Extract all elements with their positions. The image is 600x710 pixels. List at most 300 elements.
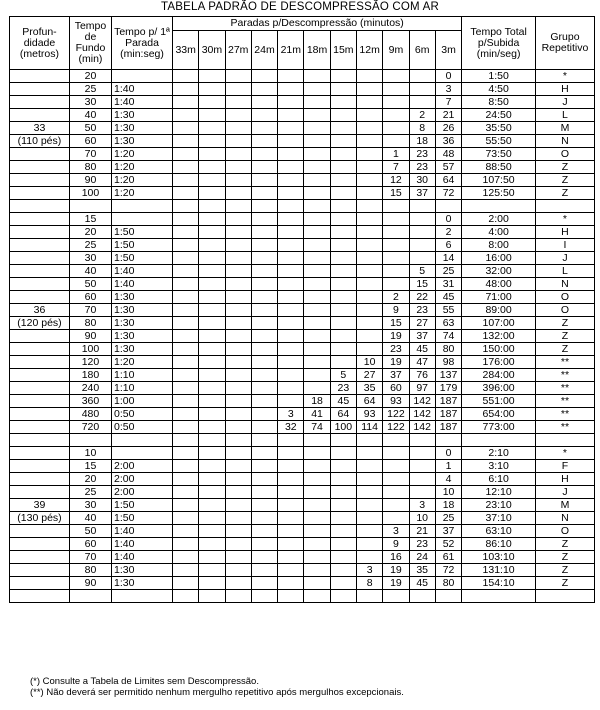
stop-minutes-cell: 93 bbox=[356, 408, 382, 421]
bottom-time-cell: 25 bbox=[69, 83, 111, 96]
repetitive-group-cell: ** bbox=[535, 382, 594, 395]
stop-minutes-cell: 26 bbox=[435, 122, 461, 135]
stop-minutes-cell bbox=[225, 369, 251, 382]
total-ascent-time-cell: 16:00 bbox=[462, 252, 536, 265]
spacer-cell bbox=[304, 200, 330, 213]
spacer-cell bbox=[278, 434, 304, 447]
stop-minutes-cell bbox=[251, 486, 277, 499]
stop-minutes-cell: 41 bbox=[304, 408, 330, 421]
stop-minutes-cell bbox=[173, 421, 199, 434]
stop-minutes-cell bbox=[225, 278, 251, 291]
spacer-cell bbox=[383, 200, 409, 213]
table-row bbox=[10, 239, 595, 252]
repetitive-group-cell: N bbox=[535, 135, 594, 148]
repetitive-group-cell: O bbox=[535, 148, 594, 161]
first-stop-time-cell: 0:50 bbox=[112, 421, 173, 434]
stop-minutes-cell bbox=[173, 122, 199, 135]
spacer-cell bbox=[278, 590, 304, 603]
stop-minutes-cell bbox=[330, 226, 356, 239]
stop-minutes-cell bbox=[251, 330, 277, 343]
spacer-cell bbox=[409, 200, 435, 213]
spacer-cell bbox=[535, 200, 594, 213]
stop-minutes-cell bbox=[251, 356, 277, 369]
table-row bbox=[10, 330, 595, 343]
stop-minutes-cell bbox=[173, 473, 199, 486]
table-row bbox=[10, 96, 595, 109]
first-stop-time-cell: 1:10 bbox=[112, 382, 173, 395]
stop-minutes-cell bbox=[251, 213, 277, 226]
total-ascent-time-cell: 773:00 bbox=[462, 421, 536, 434]
spacer-row bbox=[10, 200, 595, 213]
depth-cell bbox=[10, 239, 70, 252]
stop-minutes-cell bbox=[383, 96, 409, 109]
total-ascent-time-cell: 107:50 bbox=[462, 174, 536, 187]
stop-minutes-cell bbox=[278, 252, 304, 265]
stop-minutes-cell bbox=[356, 317, 382, 330]
stop-minutes-cell bbox=[225, 421, 251, 434]
stop-minutes-cell bbox=[251, 512, 277, 525]
stop-minutes-cell bbox=[225, 122, 251, 135]
stop-minutes-cell bbox=[304, 278, 330, 291]
stop-minutes-cell: 37 bbox=[409, 330, 435, 343]
table-row bbox=[10, 265, 595, 278]
stop-minutes-cell bbox=[251, 304, 277, 317]
footnote-single-asterisk: (*) Consulte a Tabela de Limites sem Descompressão. bbox=[30, 676, 259, 687]
stop-minutes-cell bbox=[330, 239, 356, 252]
table-row bbox=[10, 473, 595, 486]
stop-minutes-cell: 187 bbox=[435, 395, 461, 408]
stop-minutes-cell bbox=[330, 265, 356, 278]
table-row bbox=[10, 109, 595, 122]
depth-cell bbox=[10, 564, 70, 577]
stop-minutes-cell bbox=[251, 460, 277, 473]
stop-minutes-cell bbox=[409, 473, 435, 486]
stop-minutes-cell: 23 bbox=[383, 343, 409, 356]
stop-minutes-cell: 14 bbox=[435, 252, 461, 265]
stop-minutes-cell bbox=[330, 83, 356, 96]
stop-minutes-cell bbox=[330, 330, 356, 343]
first-stop-time-cell: 1:30 bbox=[112, 304, 173, 317]
stop-minutes-cell bbox=[356, 239, 382, 252]
repetitive-group-cell: * bbox=[535, 70, 594, 83]
stop-minutes-cell bbox=[409, 96, 435, 109]
spacer-cell bbox=[435, 590, 461, 603]
stop-minutes-cell bbox=[251, 291, 277, 304]
stop-minutes-cell bbox=[304, 473, 330, 486]
repetitive-group-cell: J bbox=[535, 252, 594, 265]
stop-minutes-cell bbox=[251, 395, 277, 408]
stop-minutes-cell bbox=[278, 265, 304, 278]
repetitive-group-cell: Z bbox=[535, 577, 594, 590]
stop-minutes-cell bbox=[330, 109, 356, 122]
first-stop-time-cell bbox=[112, 70, 173, 83]
spacer-cell bbox=[199, 590, 225, 603]
header-stop-depth: 33m bbox=[173, 31, 199, 70]
total-ascent-time-cell: 2:00 bbox=[462, 213, 536, 226]
bottom-time-cell: 20 bbox=[69, 70, 111, 83]
stop-minutes-cell bbox=[173, 109, 199, 122]
first-stop-time-cell: 1:50 bbox=[112, 512, 173, 525]
total-ascent-time-cell: 131:10 bbox=[462, 564, 536, 577]
stop-minutes-cell bbox=[278, 239, 304, 252]
total-ascent-time-cell: 284:00 bbox=[462, 369, 536, 382]
header-stop-depth: 27m bbox=[225, 31, 251, 70]
repetitive-group-cell: ** bbox=[535, 395, 594, 408]
table-body bbox=[10, 70, 595, 603]
stop-minutes-cell: 23 bbox=[409, 538, 435, 551]
bottom-time-cell: 90 bbox=[69, 174, 111, 187]
stop-minutes-cell: 19 bbox=[383, 564, 409, 577]
table-row bbox=[10, 447, 595, 460]
stop-minutes-cell bbox=[225, 265, 251, 278]
stop-minutes-cell bbox=[199, 161, 225, 174]
stop-minutes-cell bbox=[251, 473, 277, 486]
stop-minutes-cell: 15 bbox=[383, 187, 409, 200]
spacer-cell bbox=[435, 200, 461, 213]
total-ascent-time-cell: 73:50 bbox=[462, 148, 536, 161]
repetitive-group-cell: Z bbox=[535, 551, 594, 564]
depth-cell bbox=[10, 226, 70, 239]
total-ascent-time-cell: 88:50 bbox=[462, 161, 536, 174]
stop-minutes-cell bbox=[225, 291, 251, 304]
stop-minutes-cell bbox=[225, 538, 251, 551]
bottom-time-cell: 720 bbox=[69, 421, 111, 434]
stop-minutes-cell bbox=[356, 265, 382, 278]
stop-minutes-cell bbox=[199, 109, 225, 122]
first-stop-time-cell: 1:30 bbox=[112, 330, 173, 343]
spacer-cell bbox=[535, 590, 594, 603]
stop-minutes-cell: 8 bbox=[409, 122, 435, 135]
stop-minutes-cell: 64 bbox=[356, 395, 382, 408]
repetitive-group-cell: Z bbox=[535, 330, 594, 343]
stop-minutes-cell bbox=[278, 564, 304, 577]
bottom-time-cell: 30 bbox=[69, 499, 111, 512]
stop-minutes-cell bbox=[409, 239, 435, 252]
stop-minutes-cell bbox=[356, 83, 382, 96]
repetitive-group-cell: O bbox=[535, 291, 594, 304]
stop-minutes-cell: 122 bbox=[383, 408, 409, 421]
footnote-double-asterisk: (**) Não deverá ser permitido nenhum mergulho repetitivo após mergulhos excepcionais. bbox=[30, 687, 404, 698]
repetitive-group-cell: H bbox=[535, 473, 594, 486]
bottom-time-cell: 80 bbox=[69, 317, 111, 330]
stop-minutes-cell bbox=[304, 213, 330, 226]
stop-minutes-cell bbox=[383, 122, 409, 135]
stop-minutes-cell: 63 bbox=[435, 317, 461, 330]
stop-minutes-cell bbox=[409, 226, 435, 239]
stop-minutes-cell: 35 bbox=[409, 564, 435, 577]
stop-minutes-cell bbox=[330, 278, 356, 291]
stop-minutes-cell: 25 bbox=[435, 512, 461, 525]
stop-minutes-cell bbox=[225, 187, 251, 200]
stop-minutes-cell bbox=[330, 122, 356, 135]
first-stop-time-cell: 1:50 bbox=[112, 252, 173, 265]
stop-minutes-cell bbox=[278, 525, 304, 538]
bottom-time-cell: 100 bbox=[69, 343, 111, 356]
stop-minutes-cell bbox=[173, 512, 199, 525]
stop-minutes-cell bbox=[304, 239, 330, 252]
table-row bbox=[10, 512, 595, 525]
spacer-cell bbox=[251, 590, 277, 603]
stop-minutes-cell: 19 bbox=[383, 330, 409, 343]
spacer-cell bbox=[304, 434, 330, 447]
repetitive-group-cell: ** bbox=[535, 356, 594, 369]
stop-minutes-cell bbox=[173, 96, 199, 109]
first-stop-time-cell bbox=[112, 447, 173, 460]
spacer-cell bbox=[462, 200, 536, 213]
depth-cell bbox=[10, 356, 70, 369]
stop-minutes-cell: 2 bbox=[435, 226, 461, 239]
depth-feet: (110 pés) bbox=[10, 135, 70, 148]
stop-minutes-cell: 64 bbox=[435, 174, 461, 187]
stop-minutes-cell: 1 bbox=[435, 460, 461, 473]
spacer-cell bbox=[112, 590, 173, 603]
stop-minutes-cell bbox=[251, 317, 277, 330]
stop-minutes-cell bbox=[199, 564, 225, 577]
stop-minutes-cell bbox=[330, 70, 356, 83]
decompression-table bbox=[9, 16, 595, 603]
header-stop-depth: 12m bbox=[356, 31, 382, 70]
stop-minutes-cell bbox=[199, 304, 225, 317]
stop-minutes-cell bbox=[199, 525, 225, 538]
stop-minutes-cell bbox=[304, 122, 330, 135]
first-stop-time-cell: 1:30 bbox=[112, 343, 173, 356]
depth-cell bbox=[10, 70, 70, 83]
stop-minutes-cell bbox=[304, 226, 330, 239]
stop-minutes-cell: 10 bbox=[409, 512, 435, 525]
stop-minutes-cell bbox=[304, 447, 330, 460]
stop-minutes-cell bbox=[225, 408, 251, 421]
stop-minutes-cell bbox=[278, 551, 304, 564]
stop-minutes-cell bbox=[225, 330, 251, 343]
stop-minutes-cell bbox=[225, 304, 251, 317]
stop-minutes-cell bbox=[199, 239, 225, 252]
stop-minutes-cell bbox=[356, 343, 382, 356]
stop-minutes-cell: 5 bbox=[330, 369, 356, 382]
stop-minutes-cell bbox=[251, 577, 277, 590]
first-stop-time-cell: 1:20 bbox=[112, 187, 173, 200]
stop-minutes-cell bbox=[356, 460, 382, 473]
spacer-cell bbox=[330, 200, 356, 213]
stop-minutes-cell bbox=[251, 122, 277, 135]
stop-minutes-cell bbox=[225, 213, 251, 226]
stop-minutes-cell: 100 bbox=[330, 421, 356, 434]
stop-minutes-cell: 18 bbox=[409, 135, 435, 148]
table-row bbox=[10, 577, 595, 590]
depth-cell bbox=[10, 291, 70, 304]
stop-minutes-cell: 52 bbox=[435, 538, 461, 551]
table-row bbox=[10, 226, 595, 239]
stop-minutes-cell bbox=[330, 499, 356, 512]
depth-meters: 33 bbox=[10, 122, 70, 135]
spacer-cell bbox=[278, 200, 304, 213]
stop-minutes-cell: 32 bbox=[278, 421, 304, 434]
repetitive-group-cell: Z bbox=[535, 317, 594, 330]
repetitive-group-cell: L bbox=[535, 265, 594, 278]
stop-minutes-cell bbox=[225, 70, 251, 83]
spacer-cell bbox=[69, 200, 111, 213]
stop-minutes-cell: 30 bbox=[409, 174, 435, 187]
stop-minutes-cell bbox=[356, 252, 382, 265]
stop-minutes-cell: 23 bbox=[409, 161, 435, 174]
stop-minutes-cell bbox=[225, 83, 251, 96]
stop-minutes-cell bbox=[199, 226, 225, 239]
total-ascent-time-cell: 71:00 bbox=[462, 291, 536, 304]
depth-cell bbox=[10, 382, 70, 395]
stop-minutes-cell: 6 bbox=[435, 239, 461, 252]
total-ascent-time-cell: 24:50 bbox=[462, 109, 536, 122]
stop-minutes-cell bbox=[330, 473, 356, 486]
repetitive-group-cell: Z bbox=[535, 538, 594, 551]
stop-minutes-cell bbox=[225, 382, 251, 395]
stop-minutes-cell bbox=[304, 291, 330, 304]
stop-minutes-cell: 27 bbox=[409, 317, 435, 330]
spacer-cell bbox=[304, 590, 330, 603]
depth-cell bbox=[10, 395, 70, 408]
table-row bbox=[10, 486, 595, 499]
first-stop-time-cell: 1:40 bbox=[112, 551, 173, 564]
stop-minutes-cell bbox=[173, 577, 199, 590]
stop-minutes-cell bbox=[173, 252, 199, 265]
total-ascent-time-cell: 4:50 bbox=[462, 83, 536, 96]
stop-minutes-cell: 93 bbox=[383, 395, 409, 408]
total-ascent-time-cell: 8:00 bbox=[462, 239, 536, 252]
stop-minutes-cell bbox=[278, 317, 304, 330]
stop-minutes-cell bbox=[383, 135, 409, 148]
stop-minutes-cell bbox=[278, 174, 304, 187]
repetitive-group-cell: ** bbox=[535, 408, 594, 421]
bottom-time-cell: 25 bbox=[69, 239, 111, 252]
stop-minutes-cell: 45 bbox=[435, 291, 461, 304]
total-ascent-time-cell: 48:00 bbox=[462, 278, 536, 291]
stop-minutes-cell bbox=[330, 538, 356, 551]
depth-cell bbox=[10, 83, 70, 96]
stop-minutes-cell bbox=[356, 109, 382, 122]
stop-minutes-cell bbox=[278, 304, 304, 317]
stop-minutes-cell bbox=[330, 486, 356, 499]
table-row bbox=[10, 135, 595, 148]
stop-minutes-cell bbox=[173, 239, 199, 252]
stop-minutes-cell bbox=[251, 187, 277, 200]
spacer-cell bbox=[356, 434, 382, 447]
stop-minutes-cell bbox=[356, 226, 382, 239]
spacer-cell bbox=[330, 434, 356, 447]
stop-minutes-cell bbox=[383, 486, 409, 499]
bottom-time-cell: 70 bbox=[69, 148, 111, 161]
depth-cell bbox=[10, 187, 70, 200]
stop-minutes-cell: 47 bbox=[409, 356, 435, 369]
total-ascent-time-cell: 1:50 bbox=[462, 70, 536, 83]
table-row bbox=[10, 122, 595, 135]
stop-minutes-cell bbox=[251, 499, 277, 512]
stop-minutes-cell: 37 bbox=[435, 525, 461, 538]
first-stop-time-cell: 2:00 bbox=[112, 473, 173, 486]
depth-cell bbox=[10, 109, 70, 122]
stop-minutes-cell bbox=[356, 96, 382, 109]
stop-minutes-cell bbox=[383, 213, 409, 226]
stop-minutes-cell: 21 bbox=[409, 525, 435, 538]
depth-cell bbox=[10, 460, 70, 473]
bottom-time-cell: 50 bbox=[69, 122, 111, 135]
bottom-time-cell: 15 bbox=[69, 460, 111, 473]
first-stop-time-cell: 2:00 bbox=[112, 460, 173, 473]
stop-minutes-cell bbox=[225, 356, 251, 369]
stop-minutes-cell bbox=[173, 395, 199, 408]
table-row bbox=[10, 291, 595, 304]
total-ascent-time-cell: 654:00 bbox=[462, 408, 536, 421]
header-stop-depth: 21m bbox=[278, 31, 304, 70]
stop-minutes-cell bbox=[199, 395, 225, 408]
stop-minutes-cell bbox=[251, 265, 277, 278]
stop-minutes-cell bbox=[278, 577, 304, 590]
stop-minutes-cell bbox=[383, 499, 409, 512]
first-stop-time-cell: 1:20 bbox=[112, 356, 173, 369]
stop-minutes-cell bbox=[225, 96, 251, 109]
stop-minutes-cell: 22 bbox=[409, 291, 435, 304]
stop-minutes-cell bbox=[173, 460, 199, 473]
spacer-cell bbox=[462, 590, 536, 603]
first-stop-time-cell: 1:30 bbox=[112, 291, 173, 304]
stop-minutes-cell: 3 bbox=[435, 83, 461, 96]
spacer-cell bbox=[435, 434, 461, 447]
stop-minutes-cell bbox=[356, 187, 382, 200]
stop-minutes-cell: 24 bbox=[409, 551, 435, 564]
stop-minutes-cell bbox=[173, 356, 199, 369]
first-stop-time-cell: 1:30 bbox=[112, 577, 173, 590]
stop-minutes-cell bbox=[225, 460, 251, 473]
stop-minutes-cell bbox=[278, 83, 304, 96]
bottom-time-cell: 25 bbox=[69, 486, 111, 499]
stop-minutes-cell bbox=[304, 174, 330, 187]
stop-minutes-cell bbox=[356, 278, 382, 291]
stop-minutes-cell: 21 bbox=[435, 109, 461, 122]
stop-minutes-cell bbox=[225, 577, 251, 590]
stop-minutes-cell: 1 bbox=[383, 148, 409, 161]
stop-minutes-cell bbox=[251, 252, 277, 265]
stop-minutes-cell bbox=[330, 174, 356, 187]
stop-minutes-cell bbox=[251, 174, 277, 187]
total-ascent-time-cell: 551:00 bbox=[462, 395, 536, 408]
depth-cell bbox=[10, 148, 70, 161]
stop-minutes-cell bbox=[251, 83, 277, 96]
stop-minutes-cell bbox=[383, 473, 409, 486]
stop-minutes-cell bbox=[278, 382, 304, 395]
total-ascent-time-cell: 396:00 bbox=[462, 382, 536, 395]
stop-minutes-cell bbox=[251, 70, 277, 83]
stop-minutes-cell bbox=[278, 486, 304, 499]
repetitive-group-cell: N bbox=[535, 278, 594, 291]
total-ascent-time-cell: 4:00 bbox=[462, 226, 536, 239]
stop-minutes-cell bbox=[199, 83, 225, 96]
stop-minutes-cell bbox=[278, 278, 304, 291]
stop-minutes-cell: 37 bbox=[383, 369, 409, 382]
stop-minutes-cell bbox=[356, 330, 382, 343]
first-stop-time-cell: 0:50 bbox=[112, 408, 173, 421]
spacer-cell bbox=[251, 200, 277, 213]
stop-minutes-cell bbox=[278, 96, 304, 109]
stop-minutes-cell: 61 bbox=[435, 551, 461, 564]
stop-minutes-cell bbox=[356, 291, 382, 304]
table-row bbox=[10, 551, 595, 564]
table-row bbox=[10, 278, 595, 291]
depth-cell bbox=[10, 473, 70, 486]
stop-minutes-cell bbox=[225, 499, 251, 512]
repetitive-group-cell: F bbox=[535, 460, 594, 473]
stop-minutes-cell bbox=[251, 551, 277, 564]
bottom-time-cell: 60 bbox=[69, 135, 111, 148]
depth-cell bbox=[10, 369, 70, 382]
stop-minutes-cell: 45 bbox=[409, 577, 435, 590]
stop-minutes-cell bbox=[225, 564, 251, 577]
